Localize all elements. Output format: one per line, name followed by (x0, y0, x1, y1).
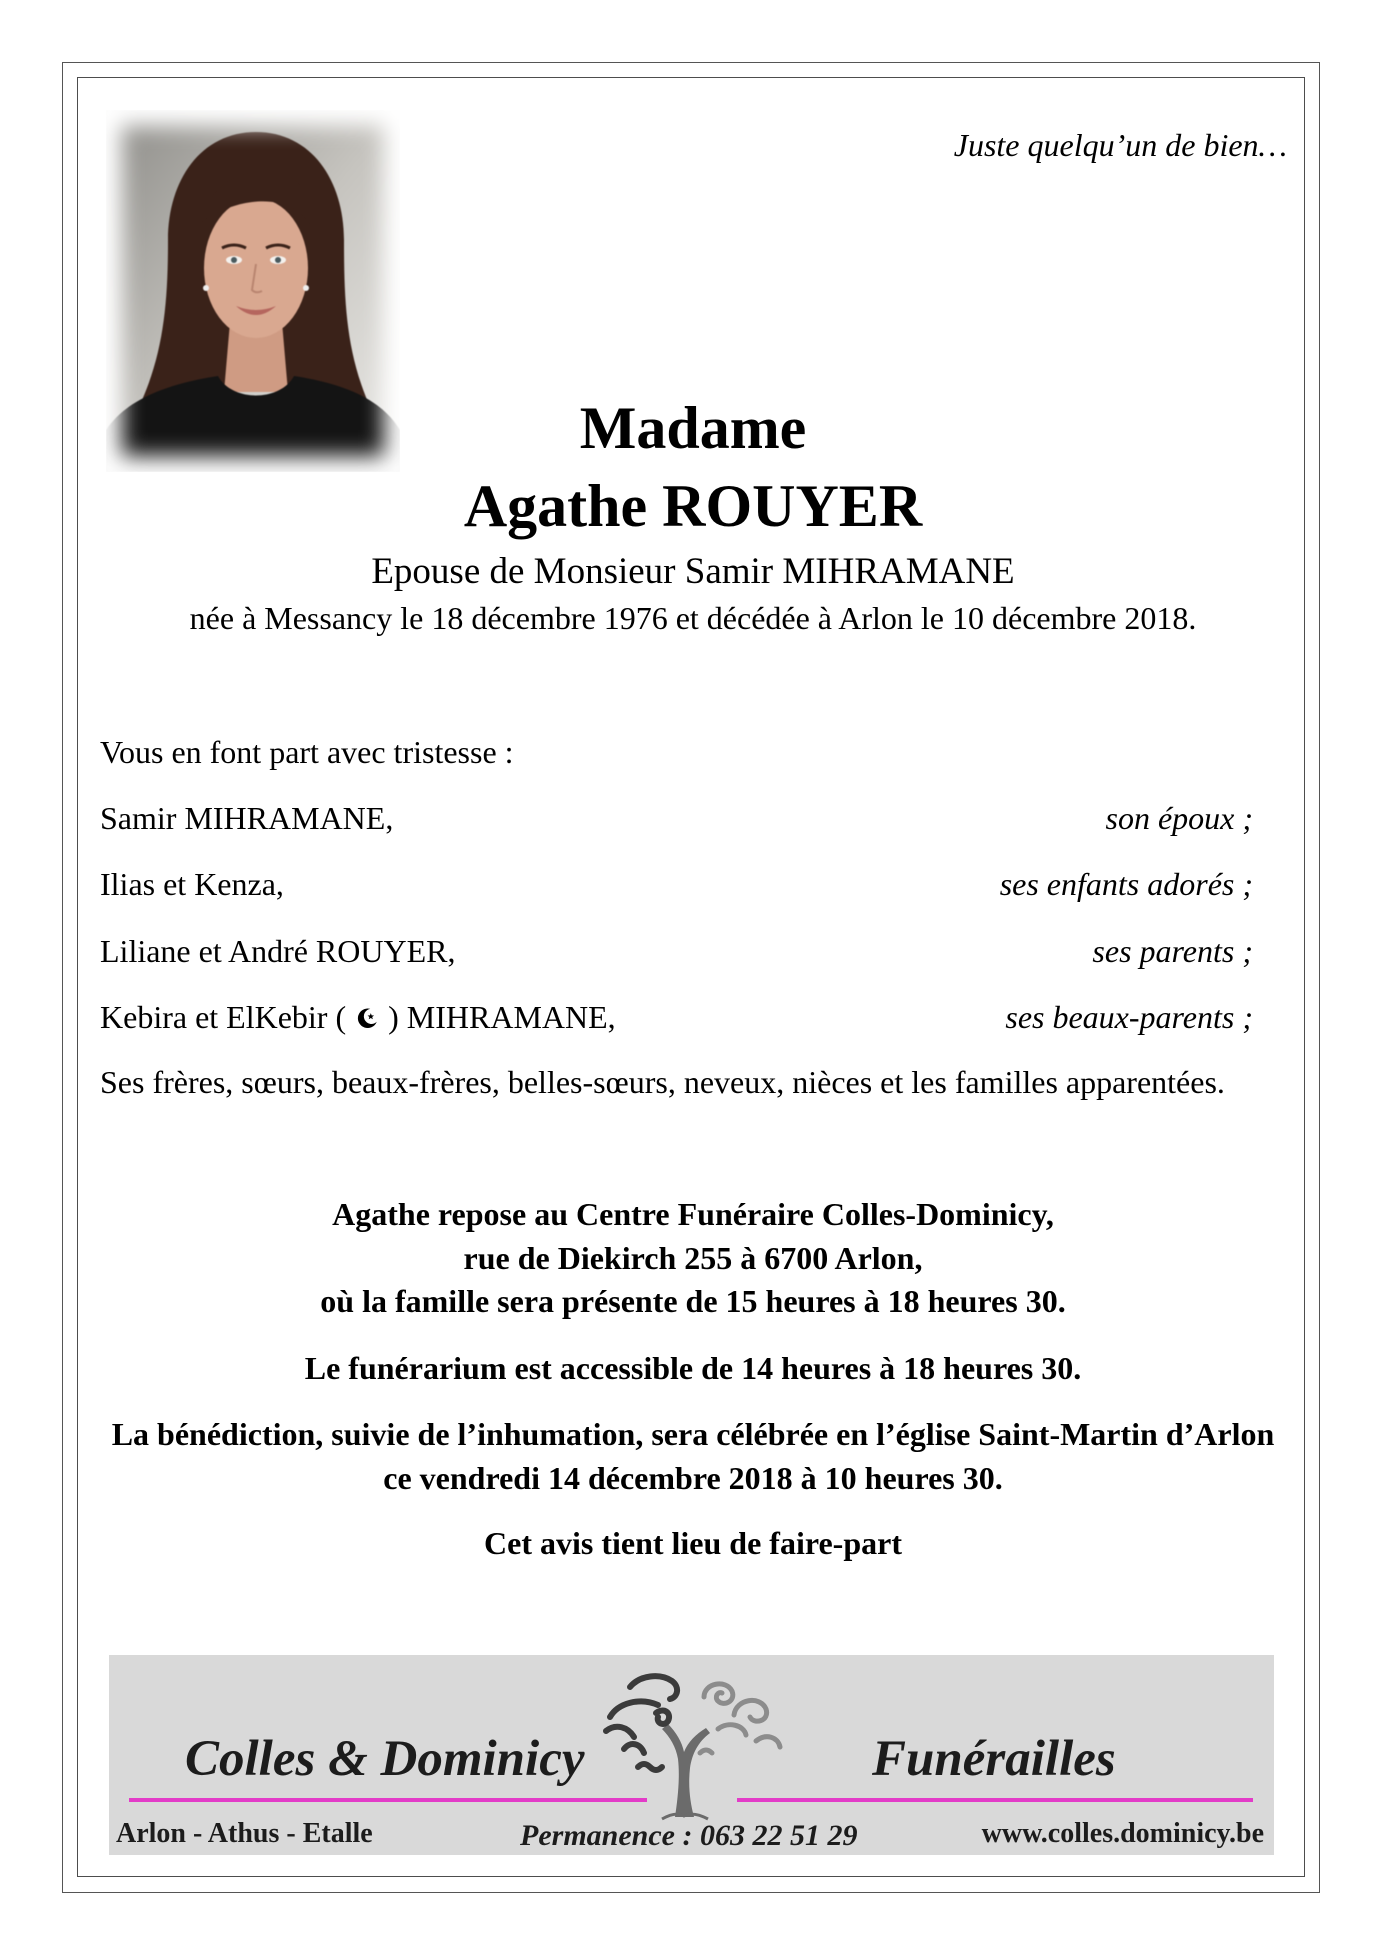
funerarium-hours: Le funérarium est accessible de 14 heures à 18 heures 30. (304, 1350, 1082, 1386)
announcement-intro: Vous en font part avec tristesse : (100, 734, 514, 770)
accent-line-left (129, 1798, 647, 1802)
family-relation: ses beaux-parents ; (1005, 999, 1253, 1035)
deceased-name: Agathe ROUYER (463, 473, 923, 539)
deceased-honorific: Madame (579, 395, 807, 461)
family-name: Liliane et André ROUYER, (100, 933, 456, 969)
extended-family: Ses frères, sœurs, beaux-frères, belles-sœurs, neveux, nièces et les familles apparentées. (100, 1064, 1225, 1100)
phone-number: Permanence : 063 22 51 29 (520, 1819, 858, 1852)
visitation-line: où la famille sera présente de 15 heures à 18 heures 30. (320, 1283, 1066, 1319)
family-row (100, 997, 1253, 1037)
brand-service: Funérailles (872, 1731, 1116, 1787)
family-row (100, 798, 1253, 838)
tree-logo-graphic (600, 1667, 785, 1821)
family-name (100, 997, 616, 1037)
family-row (100, 864, 1253, 904)
family-name: Samir MIHRAMANE, (100, 800, 394, 836)
visitation-line: Agathe repose au Centre Funéraire Colles-Dominicy, (332, 1196, 1054, 1232)
crescent-star-glyph (354, 1005, 380, 1031)
closing-note: Cet avis tient lieu de faire-part (484, 1525, 902, 1561)
ceremony-line: La bénédiction, suivie de l’inhumation, sera célébrée en l’église Saint-Martin d’Arlon (111, 1416, 1275, 1452)
family-relation: ses parents ; (1092, 933, 1253, 969)
family-name-before: Kebira et ElKebir ( (100, 999, 355, 1035)
tree-trunk (662, 1724, 710, 1817)
family-name-after: ) MIHRAMANE, (380, 999, 616, 1035)
accent-line-right (737, 1798, 1253, 1802)
locations: Arlon - Athus - Etalle (116, 1818, 373, 1849)
crescent-star-icon (354, 1005, 380, 1031)
family-relation: ses enfants adorés ; (999, 866, 1253, 902)
tagline: Juste quelqu’un de bien… (953, 127, 1287, 163)
brand-name: Colles & Dominicy (185, 1731, 585, 1787)
family-row (100, 931, 1253, 971)
family-name: Ilias et Kenza, (100, 866, 284, 902)
dates-line: née à Messancy le 18 décembre 1976 et décédée à Arlon le 10 décembre 2018. (189, 600, 1197, 636)
tree-logo (600, 1667, 785, 1821)
visitation-line: rue de Diekirch 255 à 6700 Arlon, (463, 1240, 923, 1276)
website: www.colles.dominicy.be (981, 1818, 1264, 1849)
tree-dark-swirls (606, 1676, 677, 1770)
funeral-home-banner (109, 1655, 1274, 1855)
family-relation: son époux ; (1105, 800, 1253, 836)
ceremony-line: ce vendredi 14 décembre 2018 à 10 heures 30. (383, 1460, 1003, 1496)
spouse-line: Epouse de Monsieur Samir MIHRAMANE (371, 551, 1015, 592)
tree-light-swirls (700, 1684, 780, 1753)
